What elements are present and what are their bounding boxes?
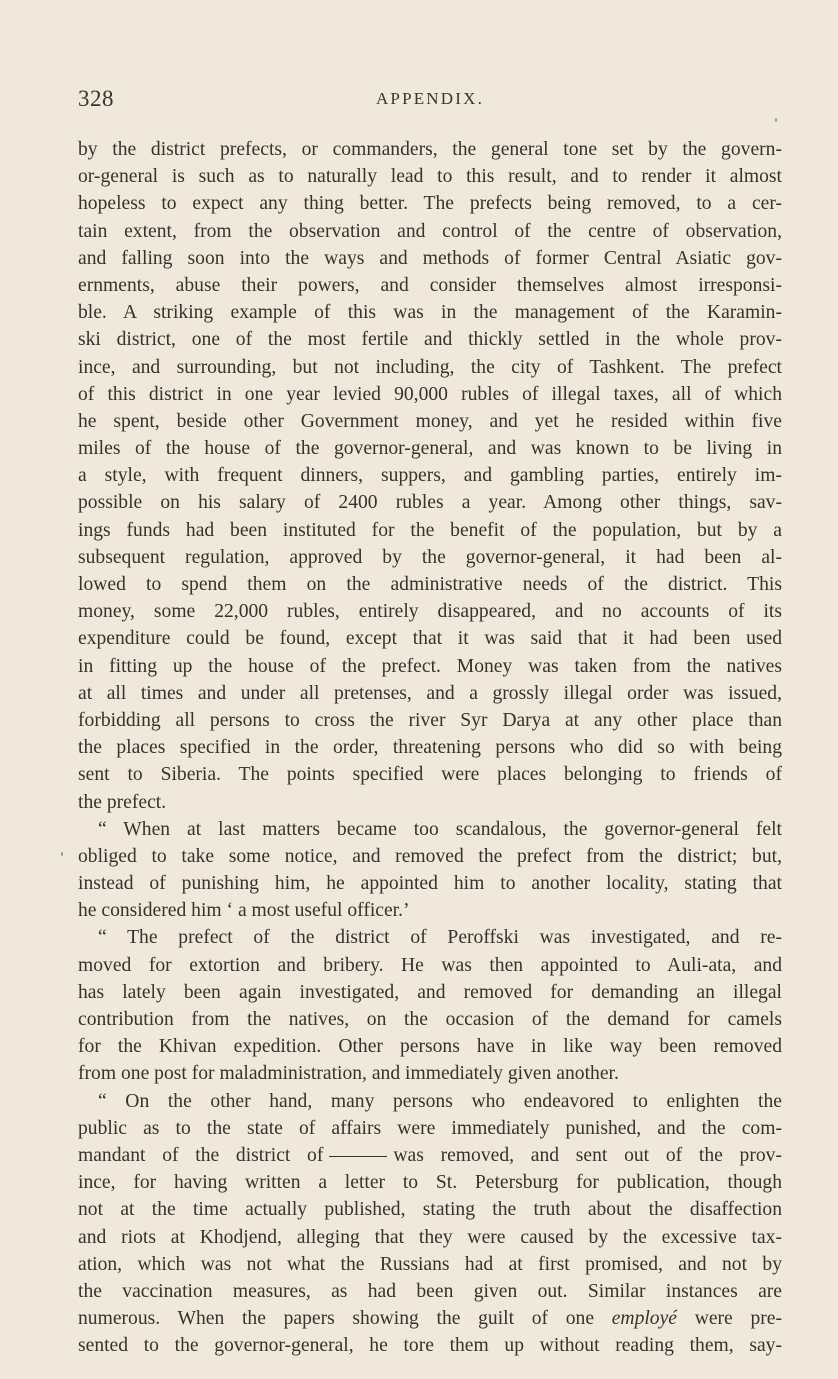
text-line: the vaccination measures, as had been given out. Similar instances are: [78, 1280, 782, 1302]
text-line: a style, with frequent dinners, suppers, and gambling parties, entirely im-: [78, 465, 782, 487]
text-line: public as to the state of affairs were immediately punished, and the com-: [78, 1117, 782, 1139]
text-line: for the Khivan expedition. Other persons have in like way been removed: [78, 1036, 782, 1058]
paper-speck: [775, 118, 777, 122]
text-line: money, some 22,000 rubles, entirely disappeared, and no accounts of its: [78, 601, 782, 623]
text-line: possible on his salary of 2400 rubles a year. Among other things, sav-: [78, 492, 782, 514]
text-line: and riots at Khodjend, alleging that they were caused by the excessive tax-: [78, 1226, 782, 1248]
text-line: “ The prefect of the district of Peroffski was investigated, and re-: [98, 927, 782, 949]
text-line: the places specified in the order, threatening persons who did so with being: [78, 737, 782, 759]
text-line: of this district in one year levied 90,000 rubles of illegal taxes, all of which: [78, 383, 782, 405]
text-line: obliged to take some notice, and removed the prefect from the district; but,: [78, 845, 782, 867]
redaction-dash: [329, 1156, 387, 1157]
text-line: lowed to spend them on the administrative needs of the district. This: [78, 574, 782, 595]
text-line: the prefect.: [78, 791, 167, 813]
text-line: “ On the other hand, many persons who endeavored to enlighten the: [98, 1090, 782, 1112]
text-line: ince, and surrounding, but not including, the city of Tashkent. The prefect: [78, 356, 782, 378]
paper-speck: [61, 852, 63, 856]
italic-word: employé: [611, 1308, 677, 1330]
text-fragment: were pre-: [694, 1308, 782, 1330]
page-header: [78, 86, 782, 116]
text-line: ince, for having written a letter to St. Petersburg for publication, though: [78, 1172, 782, 1194]
text-line: [78, 1142, 782, 1169]
text-line: or-general is such as to naturally lead to this result, and to render it almost: [78, 166, 782, 188]
body-text: [78, 136, 782, 1359]
text-line: tain extent, from the observation and control of the centre of observation,: [78, 220, 782, 242]
page-number: 328: [78, 86, 114, 111]
text-line: [78, 1305, 782, 1332]
text-line: has lately been again investigated, and removed for demanding an illegal: [78, 981, 782, 1003]
running-head: APPENDIX.: [375, 89, 485, 108]
text-line: ation, which was not what the Russians had at first promised, and not by: [78, 1253, 782, 1275]
text-line: ings funds had been instituted for the benefit of the population, but by a: [78, 519, 782, 541]
text-line: by the district prefects, or commanders, the general tone set by the govern-: [78, 139, 782, 160]
text-line: ski district, one of the most fertile and thickly settled in the whole prov-: [78, 329, 782, 351]
text-line: he spent, beside other Government money, and yet he resided within five: [78, 410, 782, 432]
text-line: from one post for maladministration, and immediately given another.: [78, 1063, 619, 1085]
text-line: ernments, abuse their powers, and consider themselves almost irresponsi-: [78, 274, 782, 296]
text-line: in fitting up the house of the prefect. Money was taken from the natives: [78, 655, 782, 677]
text-fragment: was removed, and sent out of the prov-: [393, 1144, 782, 1166]
text-fragment: numerous. When the papers showing the guilt of one: [78, 1308, 595, 1330]
text-line: contribution from the natives, on the occasion of the demand for camels: [78, 1009, 782, 1030]
text-line: hopeless to expect any thing better. The prefects being removed, to a cer-: [78, 193, 782, 215]
text-line: expenditure could be found, except that it was said that it had been used: [78, 628, 782, 650]
text-line: sented to the governor-general, he tore them up without reading them, say-: [78, 1335, 782, 1357]
text-line: not at the time actually published, stating the truth about the disaffection: [78, 1199, 782, 1221]
text-line: and falling soon into the ways and methods of former Central Asiatic gov-: [78, 247, 782, 269]
text-line: at all times and under all pretenses, and a grossly illegal order was issued,: [78, 682, 782, 704]
text-line: instead of punishing him, he appointed him to another locality, stating that: [78, 873, 782, 895]
text-line: miles of the house of the governor-general, and was known to be living in: [78, 438, 782, 460]
text-line: subsequent regulation, approved by the governor-general, it had been al-: [78, 546, 782, 568]
text-line: forbidding all persons to cross the river Syr Darya at any other place than: [78, 709, 782, 731]
text-line: moved for extortion and bribery. He was then appointed to Auli-ata, and: [78, 954, 782, 976]
text-line: he considered him ‘ a most useful officer.’: [78, 900, 410, 922]
text-line: sent to Siberia. The points specified were places belonging to friends of: [78, 764, 782, 786]
text-line: ble. A striking example of this was in the management of the Karamin-: [78, 302, 782, 324]
text-line: “ When at last matters became too scandalous, the governor-general felt: [98, 818, 782, 840]
text-fragment: mandant of the district of: [78, 1144, 324, 1166]
